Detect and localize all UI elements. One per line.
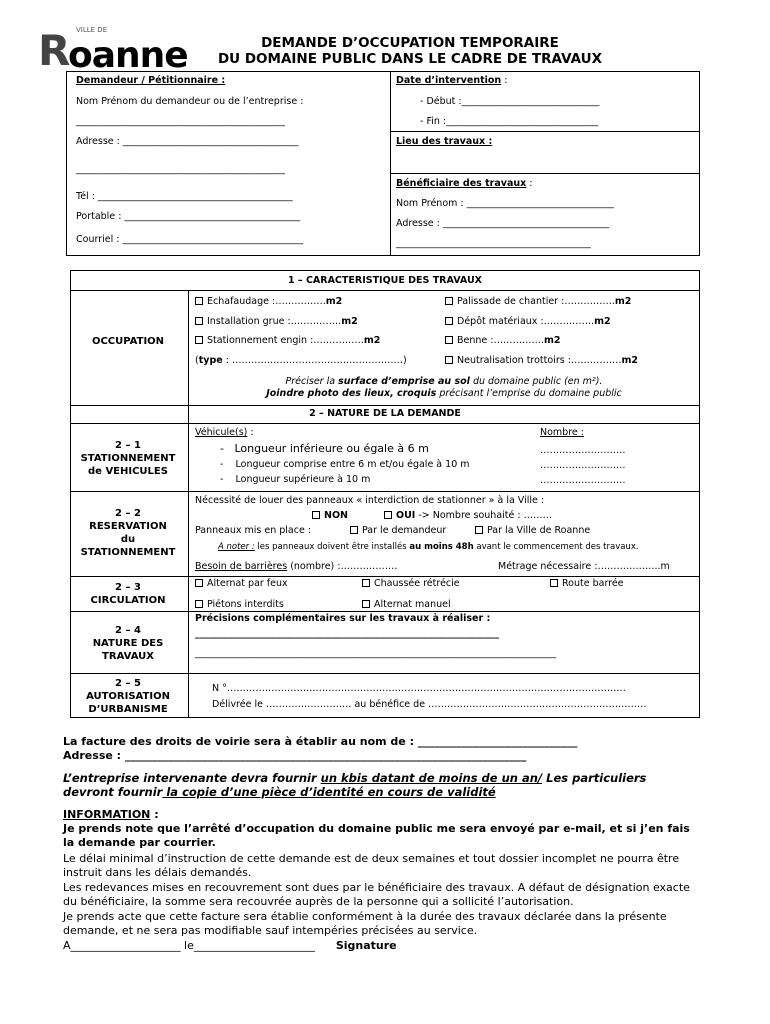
nombre-field-3[interactable]: ……………………… <box>540 475 626 486</box>
title-line-1: DEMANDE D’OCCUPATION TEMPORAIRE <box>261 35 559 51</box>
checkbox-stationnement-engin[interactable] <box>195 335 380 347</box>
checkbox-icon <box>384 511 392 519</box>
label-line: 2 – 1 <box>115 440 141 451</box>
precisions-field-2[interactable]: ____________________________________________________________________________ <box>195 648 556 659</box>
type-rest: : ………………………………………………) <box>222 355 407 366</box>
checkbox-depot[interactable] <box>445 316 611 328</box>
checkbox-route-barree[interactable] <box>550 578 624 590</box>
checkbox-icon <box>195 297 203 305</box>
info-facture: Je prends acte que cette facture sera établie conformément à la durée des travaux déclarée dans la présente demande, et ne sera pas modifiable sauf intempéries précisées au service. <box>63 910 667 937</box>
label-line: 2 – 5 <box>115 678 141 689</box>
checkbox-neutralisation[interactable] <box>445 355 638 367</box>
vehicule-label: Longueur supérieure à 10 m <box>235 474 371 485</box>
label-line: D’URBANISME <box>88 704 168 715</box>
autorisation-label <box>71 677 185 716</box>
vehicules-text: Véhicule(s) <box>195 427 248 438</box>
label-line: 2 – 3 <box>115 582 141 593</box>
paren: ( <box>195 355 199 366</box>
divider <box>70 611 700 612</box>
label-line: STATIONNEMENT <box>80 453 176 464</box>
kbis-underline: la copie d’une pièce d’identité en cours de validité <box>162 785 496 799</box>
benef-adresse-field[interactable]: Adresse : ___________________________________ <box>396 218 610 229</box>
divider <box>70 405 700 406</box>
checkbox-alternat-feux[interactable] <box>195 578 288 590</box>
signature-label: Signature <box>335 939 397 952</box>
vehicule-label: Longueur comprise entre 6 m et/ou égale à 10 m <box>235 459 470 470</box>
circulation-item: Chaussée rétrécie <box>374 578 460 589</box>
circulation-item: Route barrée <box>562 578 624 589</box>
nom-field[interactable]: ____________________________________________ <box>76 116 285 127</box>
divider <box>390 131 700 132</box>
note-part: précisant l’emprise du domaine public <box>436 388 622 399</box>
neutralisation-label: Neutralisation trottoirs :……………. <box>457 355 622 366</box>
checkbox-palissade[interactable] <box>445 296 631 308</box>
kbis-underline: un kbis datant de moins de un an/ <box>320 771 543 785</box>
note-bold: surface d’emprise au sol <box>338 376 470 387</box>
kbis-part: L’entreprise intervenante devra fournir <box>63 771 321 785</box>
benne-label: Benne :……………. <box>457 335 544 346</box>
kbis-part: devront fournir <box>63 785 163 799</box>
label-line: 2 – 2 <box>115 508 141 519</box>
oui-label: OUI <box>396 510 416 521</box>
barrieres-label: Besoin de barrières <box>195 561 288 572</box>
precisions-field-1[interactable]: ________________________________________________________________ <box>195 628 499 639</box>
panneaux-question: Nécessité de louer des panneaux « interdiction de stationner » à la Ville : <box>195 495 545 506</box>
precisions-title: Précisions complémentaires sur les travaux à réaliser : <box>195 613 491 624</box>
checkbox-grue[interactable] <box>195 316 358 328</box>
logo-ville-de: VILLE DE <box>76 26 108 34</box>
circulation-label <box>71 581 185 607</box>
kbis-part: Les particuliers <box>542 771 647 785</box>
nombre-field-2[interactable]: ……………………… <box>540 460 626 471</box>
checkbox-alternat-manuel[interactable] <box>362 599 451 611</box>
tel-field[interactable]: Tél : _________________________________________ <box>76 191 293 202</box>
checkbox-icon <box>445 297 453 305</box>
label-line: CIRCULATION <box>90 595 166 606</box>
vehicule-item-2: - Longueur comprise entre 6 m et/ou égale à 10 m <box>220 459 470 470</box>
checkbox-icon <box>195 600 203 608</box>
logo-text: oanne <box>68 35 188 76</box>
note-part: avant le commencement des travaux. <box>473 542 639 552</box>
circulation-item: Alternat manuel <box>374 599 451 610</box>
logo-r: R <box>38 26 69 75</box>
vehicule-item-3: - Longueur supérieure à 10 m <box>220 474 371 485</box>
anoter-label: A noter : <box>218 542 255 552</box>
benef-title-text: Bénéficiaire des travaux <box>396 178 527 189</box>
portable-field[interactable]: Portable : _____________________________________ <box>76 211 301 222</box>
info-delai: Le délai minimal d’instruction de cette demande est de deux semaines et tout dossier incomplet ne pourra être instruit dans les délais demandés. <box>63 852 680 879</box>
nature-travaux-label <box>71 624 185 663</box>
page-title <box>200 35 620 67</box>
unit: m2 <box>363 335 381 346</box>
nombre-souhaite: -> Nombre souhaité : ……… <box>415 510 553 521</box>
vehicule-item-1: - Longueur inférieure ou égale à 6 m <box>220 442 429 455</box>
nombre-field-1[interactable]: ……………………… <box>540 445 626 456</box>
checkbox-oui[interactable] <box>384 510 552 522</box>
depot-label: Dépôt matériaux :……………. <box>457 316 595 327</box>
a-noter <box>218 541 639 553</box>
checkbox-benne[interactable] <box>445 335 561 347</box>
roanne-logo <box>38 22 188 76</box>
checkbox-par-ville[interactable] <box>475 525 590 537</box>
benef-blank-field[interactable]: _________________________________________ <box>396 238 591 249</box>
metrage-field[interactable]: Métrage nécessaire :………………..m <box>498 561 670 572</box>
facture-adresse-field[interactable]: Adresse : _________________________________________________________________________ <box>63 749 527 762</box>
label-line: TRAVAUX <box>102 651 154 662</box>
unit: m2 <box>341 316 358 327</box>
type-field[interactable] <box>195 355 407 367</box>
checkbox-chaussee[interactable] <box>362 578 460 590</box>
occupation-label: OCCUPATION <box>91 336 165 347</box>
date-colon: : <box>501 75 508 86</box>
unit: m2 <box>621 355 638 366</box>
divider <box>188 290 189 718</box>
par-ville-label: Par la Ville de Roanne <box>487 525 591 536</box>
checkbox-icon <box>475 526 483 534</box>
label-line: NATURE DES <box>92 638 164 649</box>
label-line: STATIONNEMENT <box>80 547 176 558</box>
fin-field[interactable]: - Fin :________________________________ <box>420 116 599 127</box>
nombre-title: Nombre : <box>540 427 584 438</box>
divider <box>70 423 700 424</box>
unit: m2 <box>544 335 561 346</box>
circulation-item: Piétons interdits <box>207 599 284 610</box>
checkbox-icon <box>445 356 453 364</box>
note-part: du domaine public (en m²). <box>469 376 603 387</box>
barrieres-field[interactable] <box>195 561 397 573</box>
numero-field[interactable]: N °……………………………………………………………………………………………………………… <box>212 683 626 694</box>
facture-field[interactable]: La facture des droits de voirie sera à établir au nom de : _____________________________ <box>63 735 578 748</box>
panneaux-label: Panneaux mis en place : <box>195 525 312 536</box>
vehicule-label: Longueur inférieure ou égale à 6 m <box>234 442 429 455</box>
checkbox-echafaudage[interactable] <box>195 296 342 308</box>
divider <box>70 576 700 577</box>
unit: m2 <box>594 316 611 327</box>
label-line: du <box>120 534 136 545</box>
colon: : <box>150 808 159 821</box>
checkbox-icon <box>195 336 203 344</box>
circulation-item: Alternat par feux <box>207 578 288 589</box>
title-line-2: DU DOMAINE PUBLIC DANS LE CADRE DE TRAVAUX <box>217 51 603 67</box>
note-bold: Joindre photo des lieux, croquis <box>266 388 437 399</box>
section2-header: 2 – NATURE DE LA DEMANDE <box>309 408 461 419</box>
surface-note <box>188 376 700 388</box>
par-demandeur-label: Par le demandeur <box>362 525 447 536</box>
vehicules-title <box>195 427 254 439</box>
unit: m2 <box>614 296 632 307</box>
note-part: Préciser la <box>285 376 339 387</box>
label-line: 2 – 4 <box>115 625 141 636</box>
date-title <box>396 75 507 87</box>
note-part: les panneaux doivent être installés <box>254 542 410 552</box>
nom-label: Nom Prénom du demandeur ou de l’entreprise : <box>76 96 304 107</box>
engin-label: Stationnement engin :……………. <box>207 335 364 346</box>
checkbox-icon <box>362 579 370 587</box>
label-line: RESERVATION <box>89 521 167 532</box>
benef-nom-field[interactable]: Nom Prénom : _______________________________ <box>396 198 614 209</box>
lieu-title: Lieu des travaux : <box>396 136 493 147</box>
note-bold: au moins 48h <box>409 542 474 552</box>
debut-field[interactable]: - Début :_____________________________ <box>420 96 600 107</box>
checkbox-icon <box>362 600 370 608</box>
photo-note <box>188 388 700 400</box>
divider <box>70 491 700 492</box>
checkbox-icon <box>312 511 320 519</box>
checkbox-icon <box>350 526 358 534</box>
echafaudage-label: Echafaudage :……………. <box>207 296 326 307</box>
section1-header: 1 – CARACTERISTIQUE DES TRAVAUX <box>287 275 483 286</box>
checkbox-icon <box>195 579 203 587</box>
adresse-field-2[interactable]: ____________________________________________ <box>76 164 285 175</box>
divider <box>70 290 700 291</box>
grue-label: Installation grue :……………. <box>207 316 342 327</box>
date-title-text: Date d’intervention <box>396 75 502 86</box>
checkbox-par-demandeur[interactable] <box>350 525 446 537</box>
unit: m2 <box>325 296 343 307</box>
info-title-text: INFORMATION <box>63 808 151 821</box>
divider <box>390 71 391 256</box>
divider <box>70 673 700 674</box>
signature-line <box>63 939 698 953</box>
palissade-label: Palissade de chantier :……………. <box>457 296 615 307</box>
stationnement-vehicules-label <box>71 439 185 478</box>
checkbox-pietons[interactable] <box>195 599 284 611</box>
info-redevances: Les redevances mises en recouvrement sont dues par le bénéficiaire des travaux. A défaut de désignation exacte du bénéficiaire, la somme sera recouvrée auprès de la personne qui a sollicité l’autorisation. <box>63 881 690 908</box>
barrieres-rest: (nombre) :……………… <box>287 561 398 572</box>
divider <box>390 173 700 174</box>
delivree-field[interactable]: Délivrée le ……………………… au bénéfice de …………………………………………………………… <box>212 699 647 710</box>
checkbox-icon <box>445 336 453 344</box>
courriel-field[interactable]: Courriel : ______________________________________ <box>76 234 303 245</box>
info-email-note: Je prends note que l’arrêté d’occupation du domaine public me sera envoyé par e-mail, et si j’en fais la demande par courrier. <box>63 822 690 849</box>
information-title <box>63 808 698 822</box>
demandeur-title: Demandeur / Pétitionnaire : <box>76 75 226 86</box>
reservation-label <box>71 507 185 559</box>
checkbox-icon <box>550 579 558 587</box>
colon: : <box>247 427 254 438</box>
label-line: de VEHICULES <box>88 466 168 477</box>
label-line: AUTORISATION <box>86 691 170 702</box>
benef-title <box>396 178 533 190</box>
type-bold: type <box>198 355 223 366</box>
benef-colon: : <box>526 178 533 189</box>
checkbox-non[interactable] <box>312 510 348 522</box>
adresse-field[interactable]: Adresse : _____________________________________ <box>76 136 299 147</box>
checkbox-icon <box>195 317 203 325</box>
non-label: NON <box>324 510 348 521</box>
checkbox-icon <box>445 317 453 325</box>
kbis-note <box>63 771 698 799</box>
lieu-date-field[interactable]: A____________________ le______________________ <box>63 939 315 952</box>
